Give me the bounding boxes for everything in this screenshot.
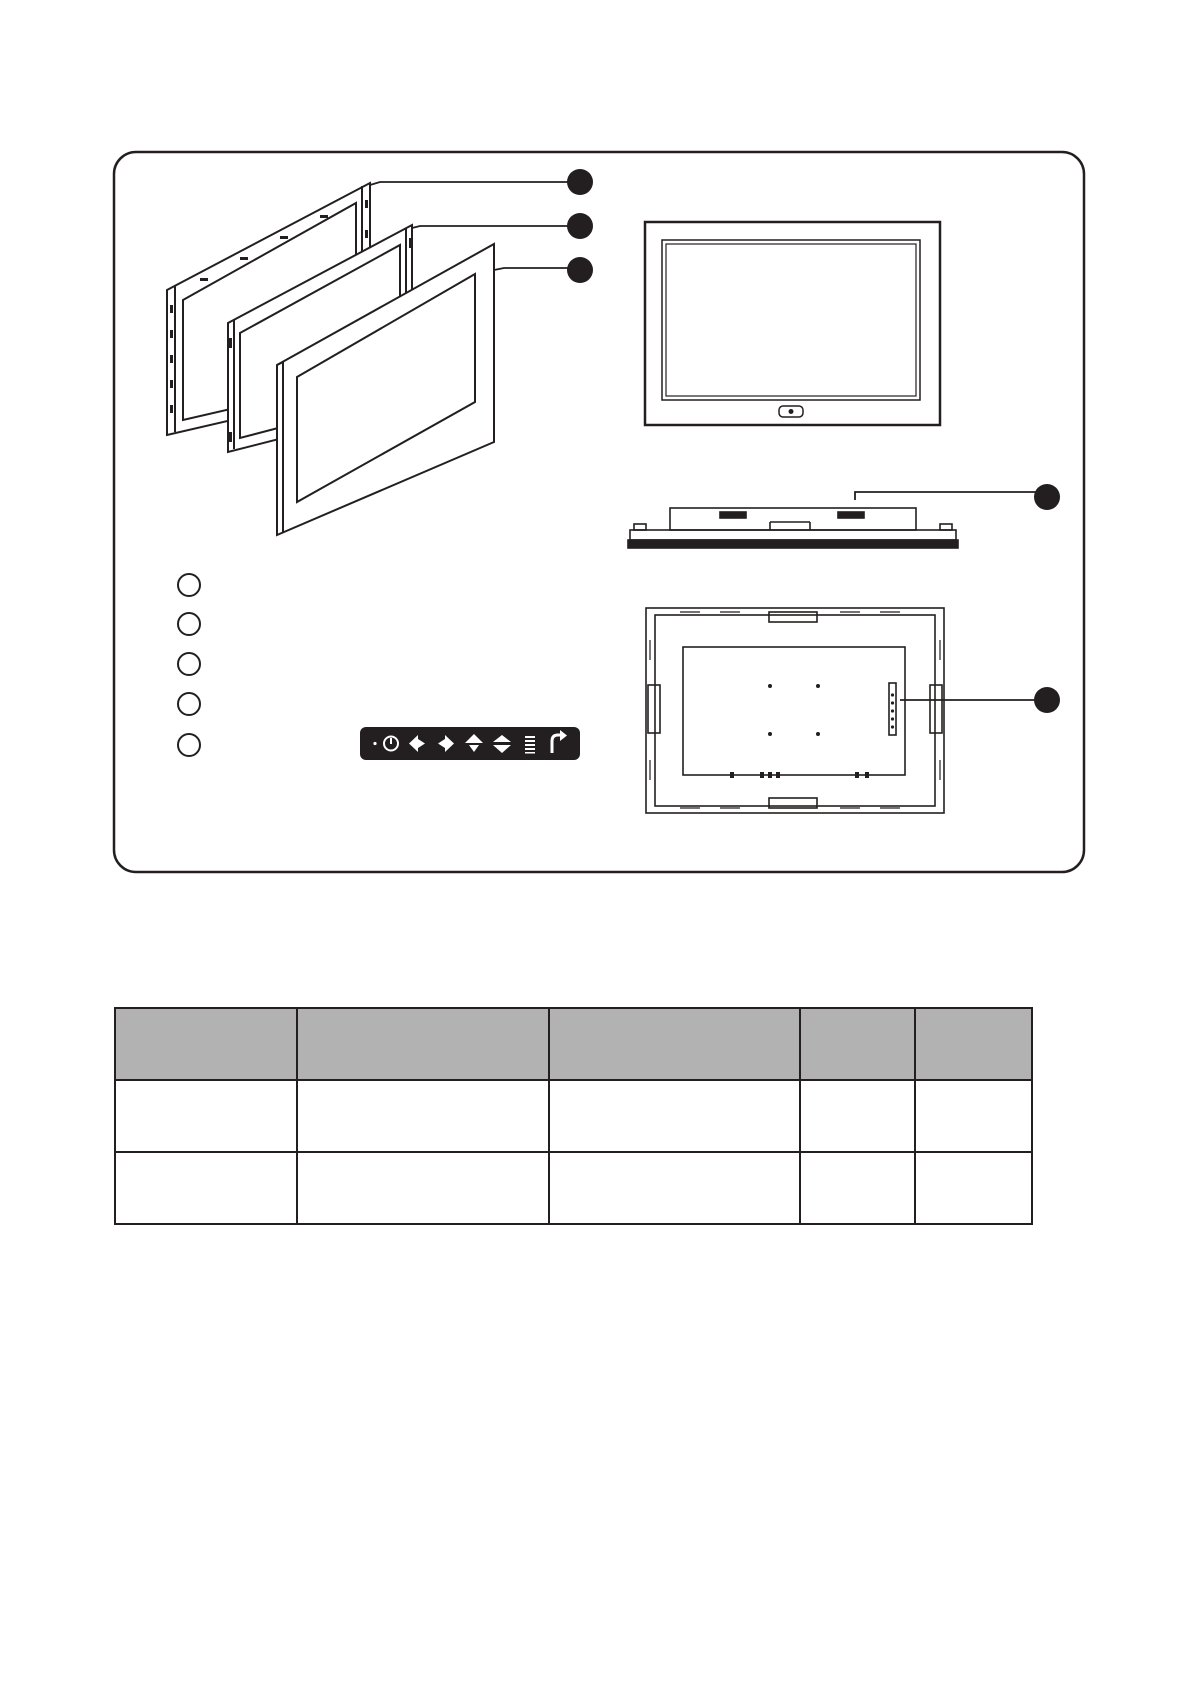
callout-marker-4 (1034, 484, 1060, 510)
side-view (628, 508, 958, 548)
legend-circle-4 (178, 693, 200, 715)
front-view (645, 222, 940, 425)
callout-marker-2 (567, 213, 593, 239)
table-header-cell (549, 1008, 800, 1080)
legend-circle-5 (178, 734, 200, 756)
legend-circle-1 (178, 574, 200, 596)
table-cell (915, 1152, 1032, 1224)
callout-marker-5 (1034, 687, 1060, 713)
table-cell (115, 1152, 297, 1224)
callout-marker-3 (567, 257, 593, 283)
table-row (115, 1080, 1032, 1152)
table-cell (115, 1080, 297, 1152)
table-cell (800, 1080, 915, 1152)
table-cell (297, 1152, 549, 1224)
osd-keypad (360, 727, 580, 760)
rear-view (646, 608, 944, 813)
legend-circle-2 (178, 613, 200, 635)
callout-markers (567, 169, 1060, 713)
table-cell (297, 1080, 549, 1152)
table-cell (549, 1080, 800, 1152)
legend-list (178, 574, 200, 756)
exploded-view (167, 183, 494, 535)
callout-marker-1 (567, 169, 593, 195)
table-header-cell (297, 1008, 549, 1080)
table-cell (549, 1152, 800, 1224)
legend-circle-3 (178, 653, 200, 675)
table-header-cell (915, 1008, 1032, 1080)
table-header-row (115, 1008, 1032, 1080)
table-header-cell (115, 1008, 297, 1080)
table-cell (915, 1080, 1032, 1152)
table-cell (800, 1152, 915, 1224)
table-row (115, 1152, 1032, 1224)
table-header-cell (800, 1008, 915, 1080)
spec-table (114, 1007, 1033, 1225)
